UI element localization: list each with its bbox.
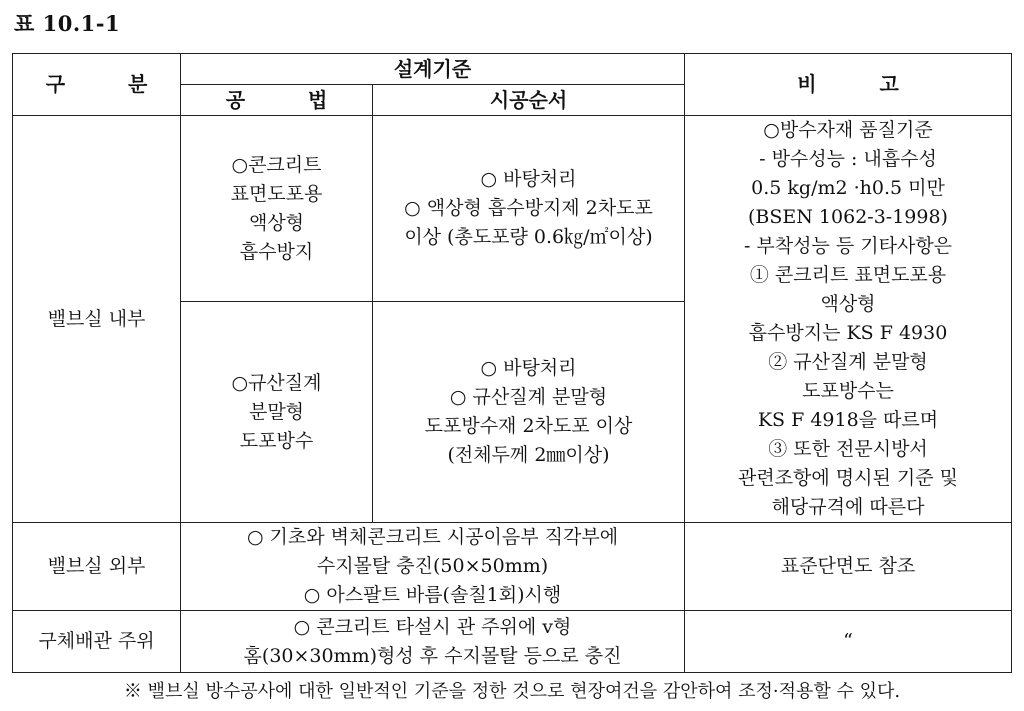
header-remarks: 비 고 [685, 54, 1012, 116]
outer-remarks: 표준단면도 참조 [685, 523, 1012, 611]
row-label-outer: 밸브실 외부 [13, 523, 181, 611]
inner-remarks: ○방수자재 품질기준 - 방수성능 : 내흡수성 0.5 kg/m2 ·h0.5 미만 (BSEN 1062-3-1998) - 부착성능 등 기타사항은 ① 콘크리트 표면도포용 액상형 흡수방지는 KS F 4930 ② 규산질계 분말형 도포방수는 KS F 4918을 따르며 ③ 또한 전문시방서 관련조항에 명시된 기준 및 해당규격에 따른다 [685, 116, 1012, 523]
header-sequence: 시공순서 [373, 85, 685, 116]
table-caption: 표 10.1-1 [14, 11, 121, 36]
inner-sub2-method: ○규산질계 분말형 도포방수 [181, 302, 373, 523]
header-category: 구 분 [13, 54, 181, 116]
inner-sub2-sequence: ○ 바탕처리 ○ 규산질계 분말형 도포방수재 2차도포 이상 (전체두께 2㎜이상) [373, 302, 685, 523]
pipe-criteria: ○ 콘크리트 타설시 관 주위에 v형 홈(30×30mm)형성 후 수지몰탈 등으로 충진 [181, 611, 685, 673]
inner-sub1-method: ○콘크리트 표면도포용 액상형 흡수방지 [181, 116, 373, 302]
pipe-remarks: “ [685, 611, 1012, 673]
inner-sub1-sequence: ○ 바탕처리 ○ 액상형 흡수방지제 2차도포 이상 (총도포량 0.6㎏/㎡이상) [373, 116, 685, 302]
row-label-pipe: 구체배관 주위 [13, 611, 181, 673]
header-design-criteria: 설계기준 [181, 54, 685, 85]
waterproofing-spec-table [12, 53, 1012, 673]
footnote: ※ 밸브실 방수공사에 대한 일반적인 기준을 정한 것으로 현장여건을 감안하여 조정·적용할 수 있다. [123, 681, 901, 702]
outer-criteria: ○ 기초와 벽체콘크리트 시공이음부 직각부에 수지몰탈 충진(50×50mm) ○ 아스팔트 바름(솔칠1회)시행 [181, 523, 685, 611]
row-label-inner: 밸브실 내부 [13, 116, 181, 523]
header-method: 공 법 [181, 85, 373, 116]
